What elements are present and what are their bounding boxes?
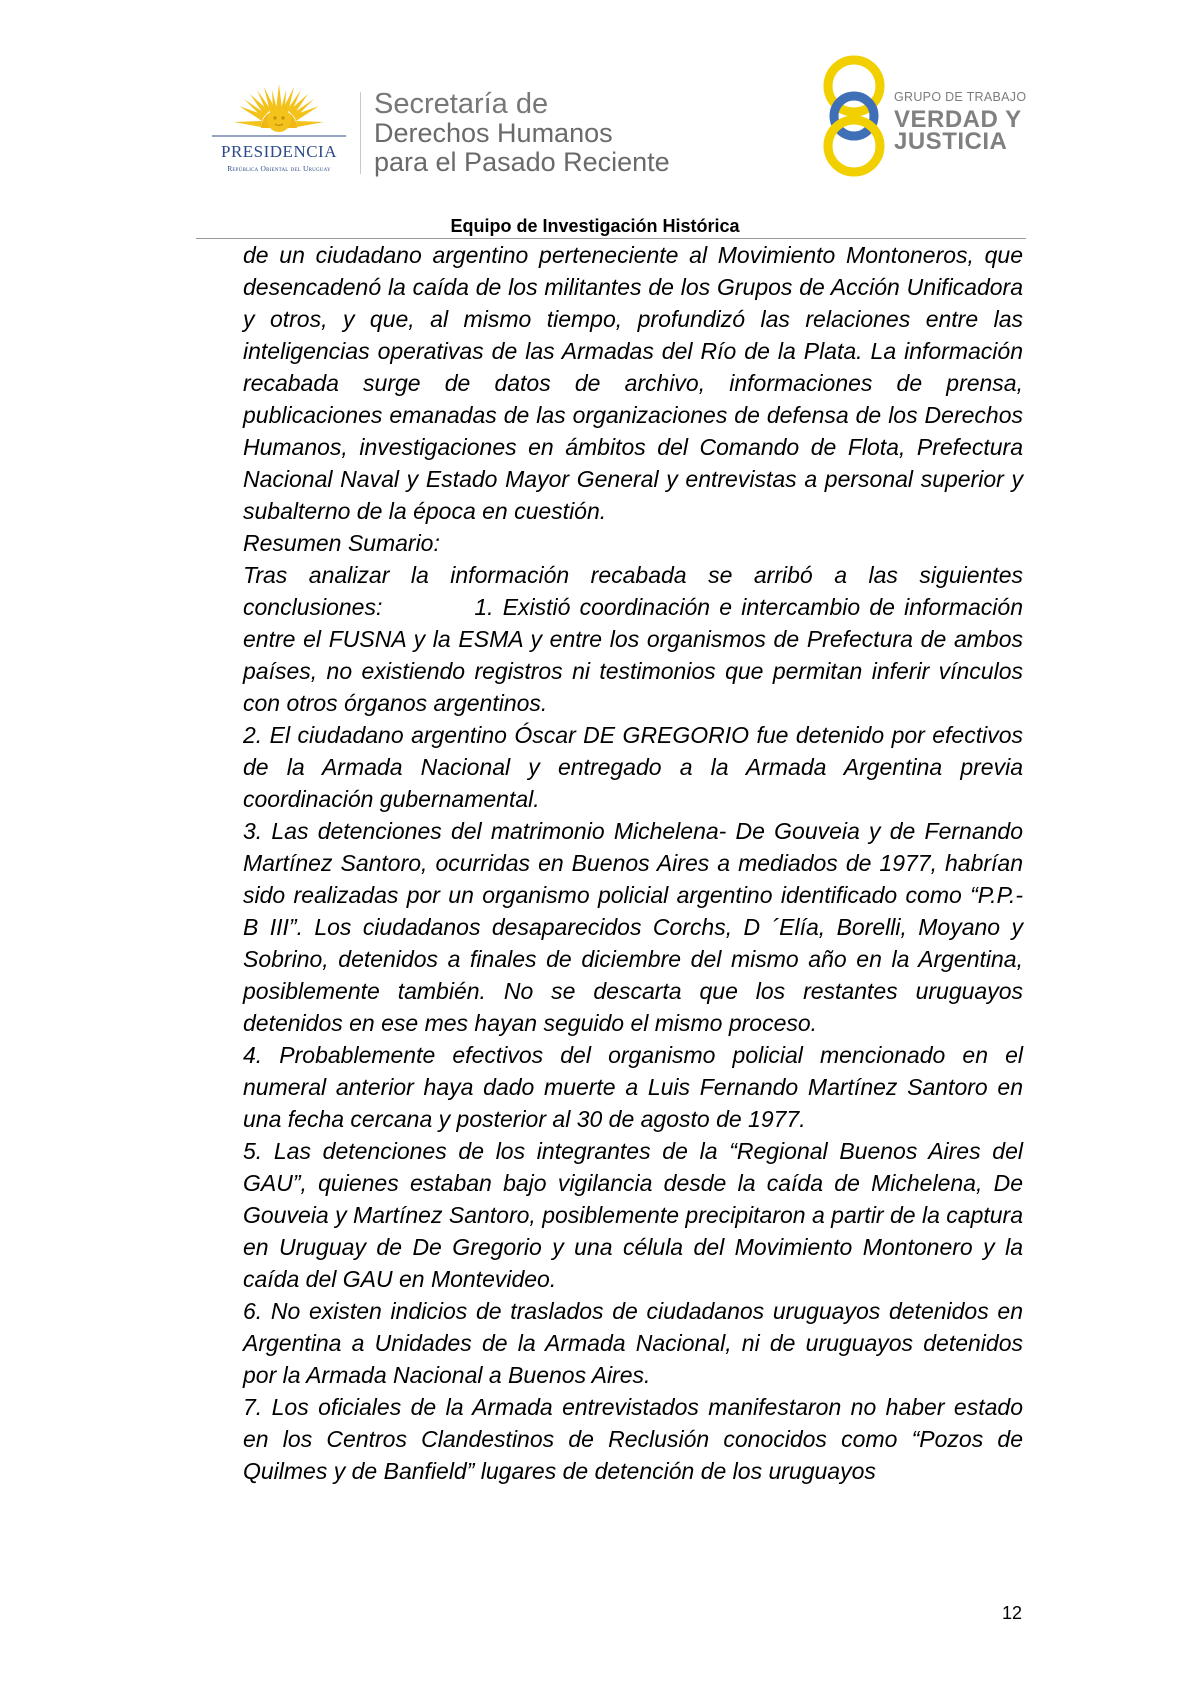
presidencia-title: PRESIDENCIA xyxy=(220,142,337,161)
gtvj-line-1: GRUPO DE TRABAJO xyxy=(894,90,1027,104)
paragraph: 2. El ciudadano argentino Óscar DE GREGORIO fue detenido por efectivos de la Armada Nacional y entregado a la Armada Argentina previa coordinación gubernamental. xyxy=(243,722,1023,812)
paragraph: 4. Probablemente efectivos del organismo policial mencionado en el numeral anterior haya dado muerte a Luis Fernando Martínez Santoro en una fecha cercana y posterior al 30 de agosto de 1977. xyxy=(243,1042,1023,1132)
paragraph: 3. Las detenciones del matrimonio Michelena- De Gouveia y de Fernando Martínez Santoro, ocurridas en Buenos Aires a mediados de 1977, habrían sido realizadas por un organismo policial argentino identificado como “P.P.- B III”. Los ciudadanos desaparecidos Corchs, D ´Elía, Borelli, Moyano y Sobrino, detenidos a finales de diciembre del mismo año en la Argentina, posiblemente también. No se descarta que los restantes uruguayos detenidos en ese mes hayan seguido el mismo proceso. xyxy=(243,818,1023,1036)
paragraph: 5. Las detenciones de los integrantes de la “Regional Buenos Aires del GAU”, quienes estaban bajo vigilancia desde la caída de Michelena, De Gouveia y Martínez Santoro, posiblemente precipitaron a partir de la captura en Uruguay de De Gregorio y una célula del Movimiento Montonero y la caída del GAU en Montevideo. xyxy=(243,1138,1023,1292)
paragraph: 7. Los oficiales de la Armada entrevistados manifestaron no haber estado en los Centros Clandestinos de Reclusión conocidos como “Pozos de Quilmes y de Banfield” lugares de detención de los uruguayos xyxy=(243,1394,1023,1484)
paragraph: 6. No existen indicios de traslados de ciudadanos uruguayos detenidos en Argentina a Unidades de la Armada Nacional, ni de uruguayos detenidos por la Armada Nacional a Buenos Aires. xyxy=(243,1298,1023,1388)
secretaria-line-2: Derechos Humanos xyxy=(374,118,613,148)
summary-heading: Resumen Sumario: xyxy=(243,530,440,556)
sun-emblem-icon xyxy=(198,84,360,144)
verdad-y-justicia-logo xyxy=(820,54,1050,184)
linked-rings-icon xyxy=(820,54,892,184)
presidencia-subtitle: República Oriental del Uruguay xyxy=(227,164,331,173)
page-number: 12 xyxy=(1002,1603,1023,1623)
secretaria-logo-text xyxy=(374,90,670,177)
gtvj-line-2: VERDAD Y xyxy=(894,106,1022,133)
secretaria-line-1: Secretaría de xyxy=(374,88,549,120)
presidencia-logo xyxy=(198,84,360,180)
body-text xyxy=(243,239,1030,1487)
gtvj-line-3: JUSTICIA xyxy=(894,128,1008,155)
header-divider xyxy=(360,92,361,174)
secretaria-line-3: para el Pasado Reciente xyxy=(374,147,670,177)
paragraph: Tras analizar la información recabada se arribó a las siguientes conclusiones: 1. Existió coordinación e intercambio de información entre el FUSNA y la ESMA y entre los organismos de Prefectura de ambos países, no existiendo registros ni testimonios que permitan inferir vínculos con otros órganos argentinos. xyxy=(243,562,1030,716)
paragraph: de un ciudadano argentino perteneciente al Movimiento Montoneros, que desencadenó la caída de los militantes de los Grupos de Acción Unificadora y otros, y que, al mismo tiempo, profundizó las relaciones entre las inteligencias operativas de las Armadas del Río de la Plata. La información recabada surge de datos de archivo, informaciones de prensa, publicaciones emanadas de las organizaciones de defensa de los Derechos Humanos, investigaciones en ámbitos del Comando de Flota, Prefectura Nacional Naval y Estado Mayor General y entrevistas a personal superior y subalterno de la época en cuestión. xyxy=(243,242,1023,524)
section-title: Equipo de Investigación Histórica xyxy=(450,216,740,236)
